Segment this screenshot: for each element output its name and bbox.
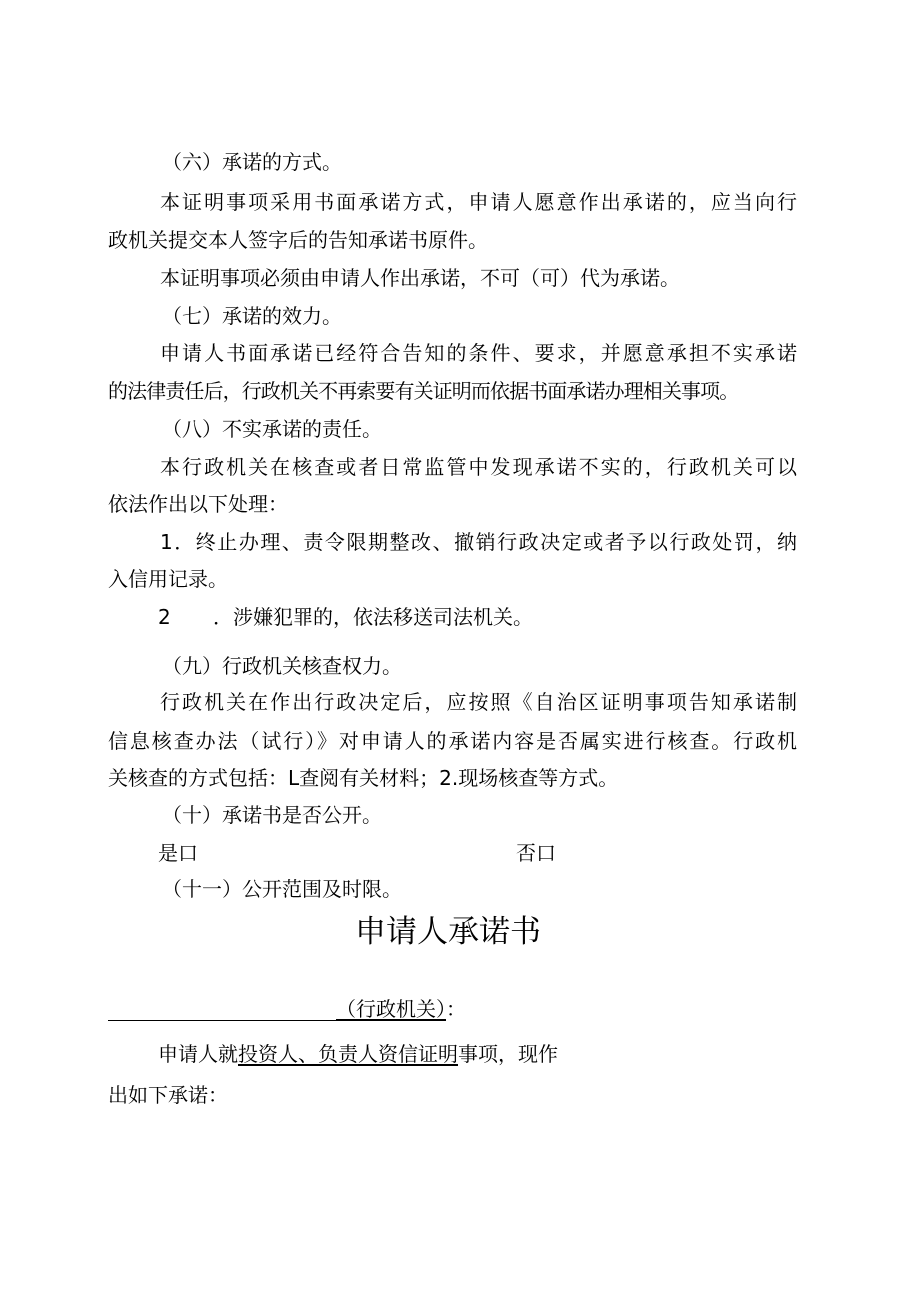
- section-9-heading: （九）行政机关核查权力。: [162, 654, 402, 678]
- letter-body-line: 出如下承诺：: [108, 1083, 228, 1107]
- addressee-blank[interactable]: [108, 998, 336, 1021]
- public-no-option[interactable]: 否口: [516, 841, 556, 865]
- letter-body-suffix: 事项，现作: [458, 1042, 558, 1066]
- section-8-list-item-2-text: ．涉嫌犯罪的，依法移送司法机关。: [213, 605, 533, 629]
- section-8-paragraph-line: 本行政机关在核查或者日常监管中发现承诺不实的，行政机关可以: [160, 455, 797, 479]
- letter-body-line: [158, 1042, 558, 1066]
- letter-matter: 投资人、负责人资信证明: [238, 1042, 458, 1066]
- section-7-heading: （七）承诺的效力。: [162, 304, 342, 328]
- section-9-paragraph-line: 关核查的方式包括：L查阅有关材料；2.现场核查等方式。: [108, 766, 619, 790]
- public-yes-option[interactable]: 是口: [158, 841, 198, 865]
- section-6-paragraph: 本证明事项必须由申请人作出承诺，不可（可）代为承诺。: [160, 266, 680, 290]
- section-6-paragraph-line: 政机关提交本人签字后的告知承诺书原件。: [108, 228, 488, 252]
- section-7-paragraph-line: 申请人书面承诺已经符合告知的条件、要求，并愿意承担不实承诺: [160, 341, 797, 365]
- section-9-paragraph-line: 行政机关在作出行政决定后，应按照《自治区证明事项告知承诺制: [160, 690, 797, 714]
- addressee-line: [108, 997, 466, 1021]
- section-10-heading: （十）承诺书是否公开。: [162, 803, 382, 827]
- section-11-heading: （十一）公开范围及时限。: [162, 877, 402, 901]
- section-8-list-item-1-line: 1．终止办理、责令限期整改、撤销行政决定或者予以行政处罚，纳: [160, 530, 797, 554]
- section-7-paragraph-line: 的法律责任后，行政机关不再索要有关证明而依据书面承诺办理相关事项。: [108, 379, 739, 403]
- addressee-colon: ：: [446, 997, 466, 1021]
- section-8-list-item-1-line: 入信用记录。: [108, 567, 228, 591]
- section-8-heading: （八）不实承诺的责任。: [162, 417, 382, 441]
- section-8-list-item-2-number: 2: [158, 605, 171, 629]
- addressee-suffix: （行政机关）: [336, 997, 446, 1021]
- letter-body-prefix: 申请人就: [158, 1042, 238, 1066]
- section-6-heading: （六）承诺的方式。: [162, 150, 342, 174]
- section-9-paragraph-line: 信息核查办法（试行）》对申请人的承诺内容是否属实进行核查。行政机: [108, 729, 797, 753]
- section-8-paragraph-line: 依法作出以下处理：: [108, 492, 288, 516]
- letter-title: 申请人承诺书: [355, 914, 541, 950]
- section-6-paragraph-line: 本证明事项采用书面承诺方式，申请人愿意作出承诺的，应当向行: [160, 190, 797, 214]
